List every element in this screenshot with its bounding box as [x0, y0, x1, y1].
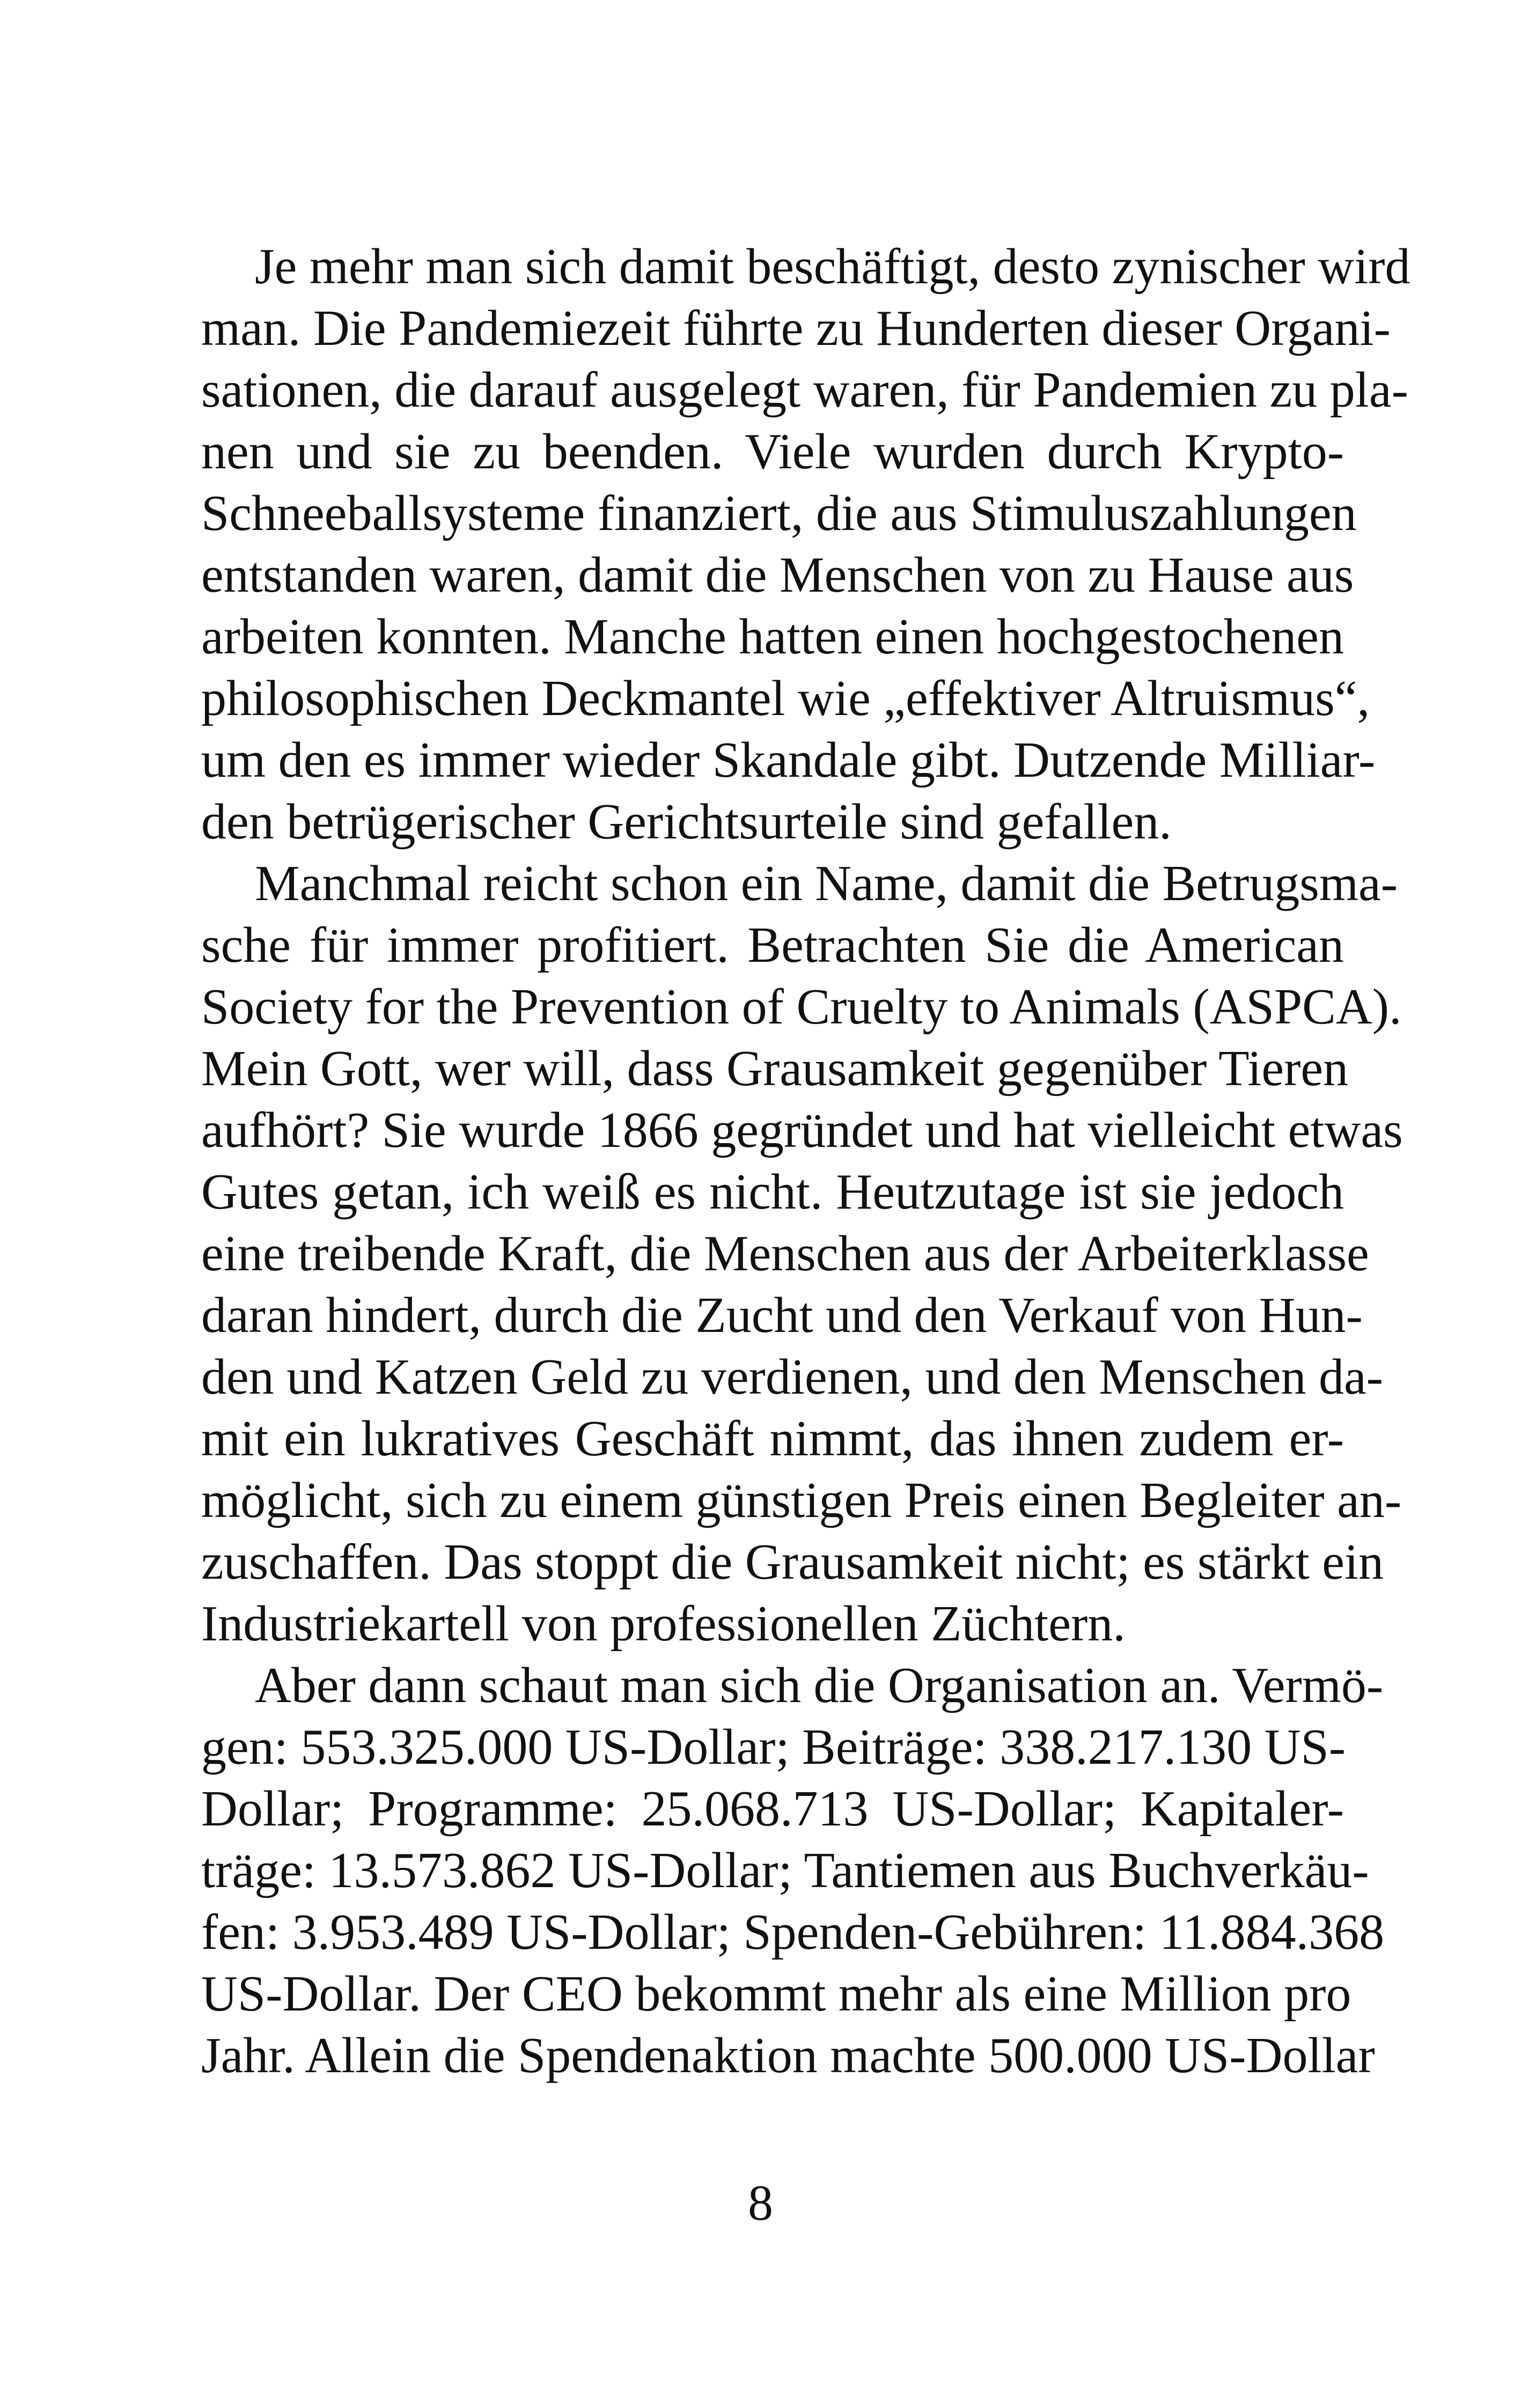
text-line: man. Die Pandemiezeit führte zu Hunderten dieser Organi-	[201, 300, 1391, 356]
text-line: Jahr. Allein die Spendenaktion machte 500.000 US-Dollar	[201, 2028, 1375, 2083]
text-line: Industriekartell von professionellen Züchtern.	[201, 1596, 1126, 1652]
text-line: um den es immer wieder Skandale gibt. Dutzende Milliar-	[201, 732, 1376, 788]
text-line: philosophischen Deckmantel wie „effektiver Altruismus“,	[201, 671, 1370, 726]
text-line: nen und sie zu beenden. Viele wurden durch Krypto-	[201, 424, 1344, 480]
text-line: Mein Gott, wer will, dass Grausamkeit gegenüber Tieren	[201, 1041, 1349, 1096]
text-line: entstanden waren, damit die Menschen von zu Hause aus	[201, 547, 1354, 603]
text-line: Gutes getan, ich weiß es nicht. Heutzutage ist sie jedoch	[201, 1164, 1344, 1220]
text-line: zuschaffen. Das stoppt die Grausamkeit nicht; es stärkt ein	[201, 1534, 1384, 1590]
text-line: Schneeballsysteme finanziert, die aus Stimuluszahlungen	[201, 485, 1357, 541]
text-line: sationen, die darauf ausgelegt waren, für Pandemien zu pla-	[201, 362, 1408, 418]
text-line: gen: 553.325.000 US-Dollar; Beiträge: 338.217.130 US-	[201, 1719, 1346, 1775]
body-text	[201, 236, 1410, 2087]
text-line: US-Dollar. Der CEO bekommt mehr als eine Million pro	[201, 1966, 1351, 2022]
text-line: den und Katzen Geld zu verdienen, und den Menschen da-	[201, 1349, 1383, 1405]
text-line: möglicht, sich zu einem günstigen Preis einen Begleiter an-	[201, 1472, 1402, 1528]
text-line: Society for the Prevention of Cruelty to Animals (ASPCA).	[201, 979, 1402, 1035]
text-line: fen: 3.953.489 US-Dollar; Spenden-Gebühren: 11.884.368	[201, 1904, 1385, 1960]
page-number: 8	[748, 2175, 773, 2231]
text-line: aufhört? Sie wurde 1866 gegründet und hat vielleicht etwas	[201, 1102, 1403, 1158]
text-line: daran hindert, durch die Zucht und den Verkauf von Hun-	[201, 1287, 1363, 1343]
text-line: eine treibende Kraft, die Menschen aus der Arbeiterklasse	[201, 1226, 1369, 1282]
text-line: Dollar; Programme: 25.068.713 US-Dollar; Kapitaler-	[201, 1781, 1344, 1837]
text-line: Manchmal reicht schon ein Name, damit die Betrugsma-	[255, 856, 1398, 911]
text-line: Je mehr man sich damit beschäftigt, desto zynischer wird	[255, 239, 1410, 294]
text-line: den betrügerischer Gerichtsurteile sind gefallen.	[201, 794, 1172, 850]
text-line: träge: 13.573.862 US-Dollar; Tantiemen aus Buchverkäu-	[201, 1843, 1369, 1898]
text-line: sche für immer profitiert. Betrachten Sie die American	[201, 917, 1344, 973]
text-line: mit ein lukratives Geschäft nimmt, das ihnen zudem er-	[201, 1411, 1344, 1467]
text-line: arbeiten konnten. Manche hatten einen hochgestochenen	[201, 609, 1344, 665]
text-line: Aber dann schaut man sich die Organisation an. Vermö-	[255, 1658, 1384, 1713]
